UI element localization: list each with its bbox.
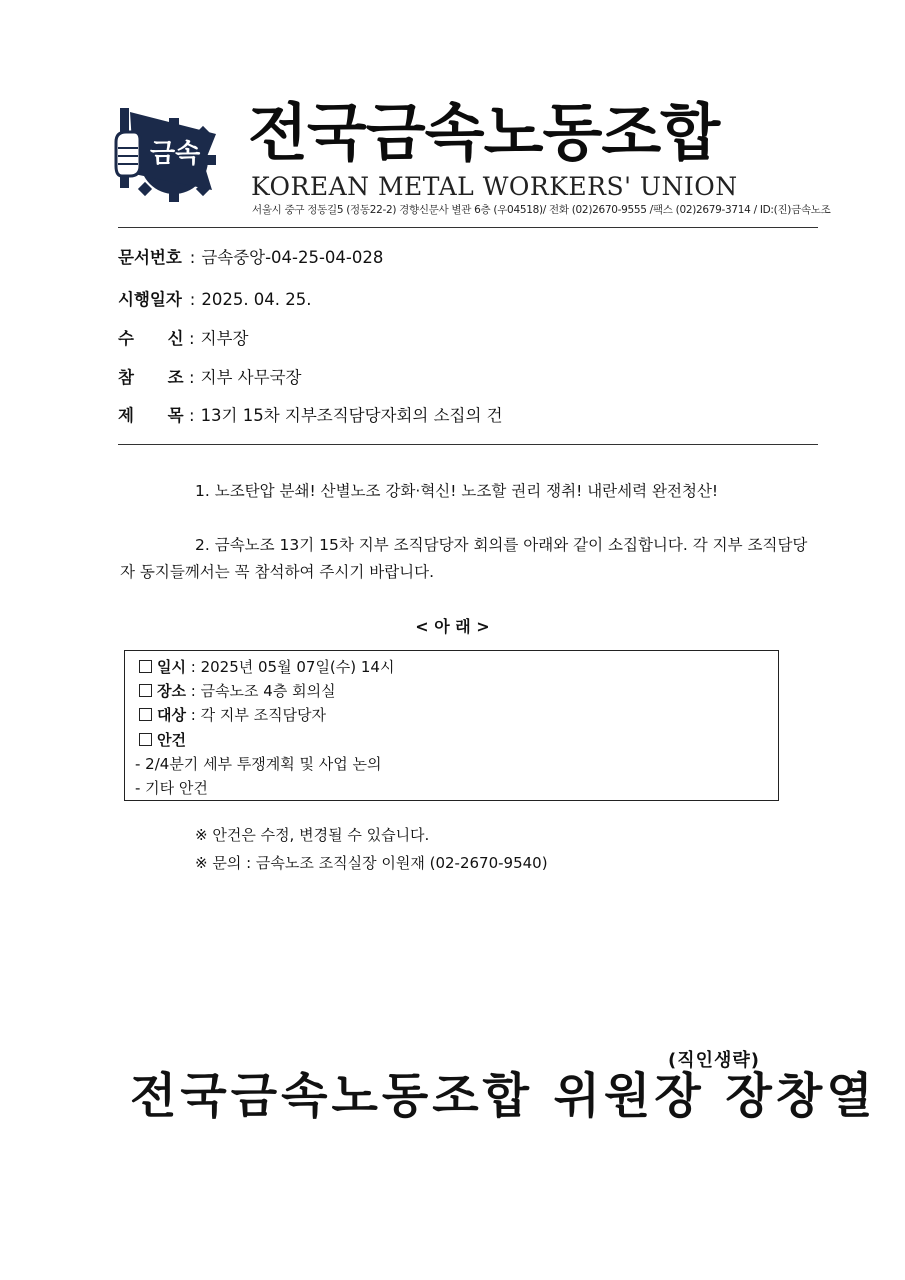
place: : 금속노조 4층 회의실 <box>185 682 336 701</box>
datetime-label: 일시 <box>157 658 186 676</box>
section-title: < 아 래 > <box>415 617 490 636</box>
date-label: 시행일자 <box>118 290 182 309</box>
subject: 13기 15차 지부조직담당자회의 소집의 건 <box>200 406 503 425</box>
detail-place <box>139 679 778 703</box>
body-item-2-line-2: 자 동지들께서는 꼭 참석하여 주시기 바랍니다. <box>120 563 435 581</box>
target-label: 대상 <box>157 706 186 725</box>
date-line: 시행일자 : 2025. 04. 25. <box>118 290 312 309</box>
cc-line: 참 조 : 지부 사무국장 <box>118 368 302 387</box>
logo-text: 금속 <box>150 139 201 169</box>
detail-datetime <box>139 655 778 679</box>
org-name-english: KOREAN METAL WORKERS' UNION <box>251 172 738 201</box>
checkbox-icon <box>139 660 152 673</box>
cc-label: 참 조 <box>118 368 184 387</box>
body-item-1: 1. 노조탄압 분쇄! 산별노조 강화·혁신! 노조할 권리 쟁취! 내란세력 완전청산! <box>195 482 719 500</box>
note-revision: ※ 안건은 수정, 변경될 수 있습니다. <box>195 826 430 844</box>
agenda-item: - 기타 안건 <box>135 778 208 797</box>
datetime: : 2025년 05월 07일(수) 14시 <box>185 658 395 676</box>
issue-date: 2025. 04. 25. <box>201 290 312 309</box>
detail-target <box>139 703 778 727</box>
header-divider <box>118 227 818 228</box>
checkbox-icon <box>139 733 152 746</box>
doc-number: 금속중앙-04-25-04-028 <box>201 248 384 267</box>
note-contact: ※ 문의 : 금속노조 조직실장 이원재 (02-2670-9540) <box>195 854 548 872</box>
checkbox-icon <box>139 684 152 697</box>
doc-number-label: 문서번호 <box>118 248 182 267</box>
org-name-korean: 전국금속노동조합 <box>248 96 720 169</box>
agenda-label: 안건 <box>157 730 186 749</box>
signer: 전국금속노동조합 위원장 장창열 <box>130 1068 877 1124</box>
body-item-2-line-1: 2. 금속노조 13기 15차 지부 조직담당자 회의를 아래와 같이 소집합니다. 각 지부 조직담당 <box>195 536 808 554</box>
target: : 각 지부 조직담당자 <box>185 706 327 725</box>
recipient-label: 수 신 <box>118 329 184 348</box>
agenda-item: - 2/4분기 세부 투쟁계획 및 사업 논의 <box>135 754 382 773</box>
doc-number-line: 문서번호 : 금속중앙-04-25-04-028 <box>118 248 384 267</box>
detail-agenda <box>139 728 778 752</box>
seal-omitted-note: (직인생략) <box>668 1050 761 1071</box>
org-address: 서울시 중구 정동길5 (정동22-2) 경향신문사 별관 6층 (우04518)/ 전화 (02)2670-9555 /팩스 (02)2679-3714 / ID:(진)금속노조 <box>252 204 831 216</box>
details-box <box>124 650 779 801</box>
cc: 지부 사무국장 <box>200 368 302 387</box>
subject-line: 제 목 : 13기 15차 지부조직담당자회의 소집의 건 <box>118 406 503 425</box>
recipient: 지부장 <box>200 329 249 348</box>
subject-label: 제 목 <box>118 406 184 425</box>
recipient-line: 수 신 : 지부장 <box>118 329 249 348</box>
union-logo <box>112 104 224 204</box>
checkbox-icon <box>139 708 152 721</box>
place-label: 장소 <box>157 682 186 701</box>
meta-divider <box>118 444 818 445</box>
